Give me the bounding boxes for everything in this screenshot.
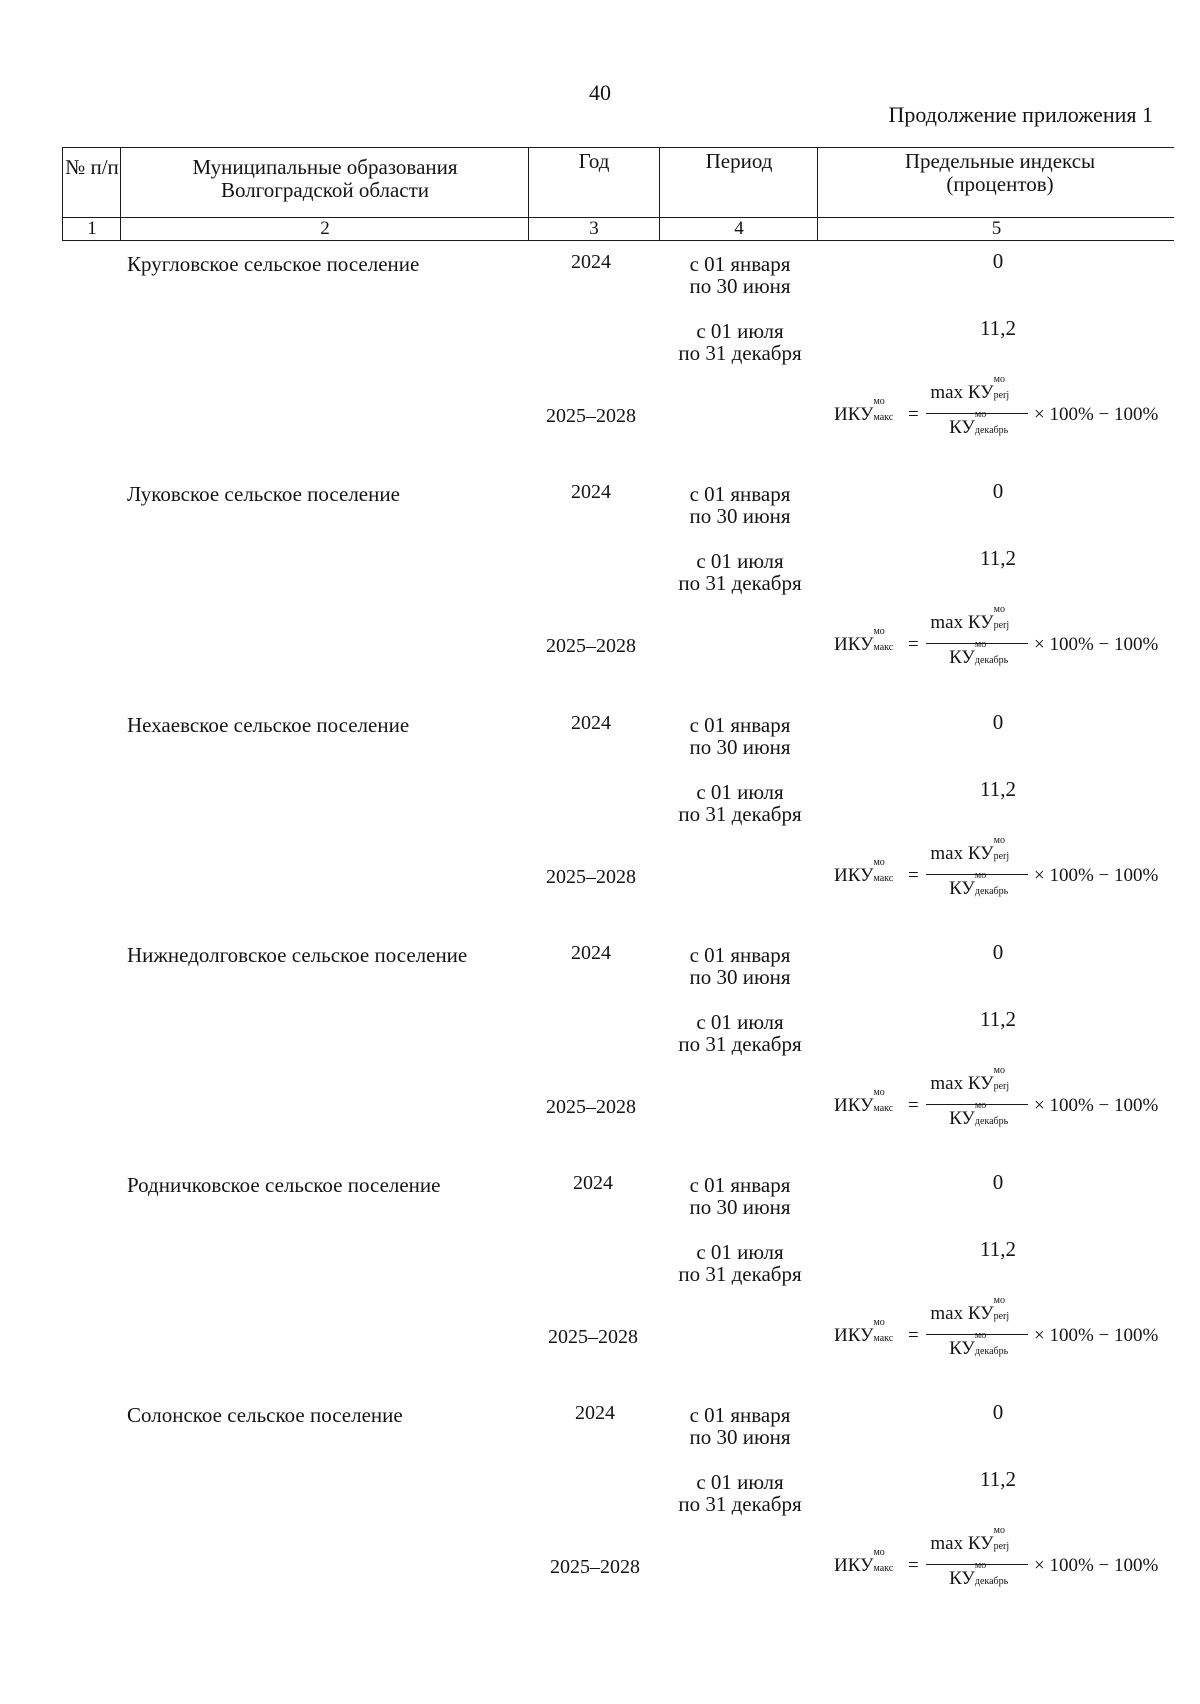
index-formula (834, 835, 1174, 913)
period-start: с 01 июля (696, 780, 784, 804)
index-formula (834, 604, 1174, 682)
index-value-first-half: 0 (992, 249, 1004, 273)
index-formula (834, 1065, 1174, 1143)
formula-numerator: max КУ мо perj (930, 374, 1010, 403)
index-value-second-half: 11,2 (980, 316, 1016, 340)
year-range: 2025–2028 (546, 635, 636, 657)
index-value-second-half: 11,2 (980, 777, 1016, 801)
index-value-second-half: 11,2 (980, 1237, 1016, 1261)
formula-lhs: ИКУ мо макс (834, 396, 894, 425)
year-2024: 2024 (571, 481, 611, 503)
period-end: по 31 декабря (678, 571, 802, 595)
formula-equals: = (908, 1555, 919, 1576)
period-second-half (660, 550, 820, 594)
formula-tail: × 100% − 100% (1034, 1555, 1159, 1576)
formula-equals: = (908, 634, 919, 655)
column-number-3: 3 (589, 218, 599, 239)
period-end: по 30 июня (689, 735, 791, 759)
index-formula (834, 374, 1174, 452)
formula-numerator: max КУ мо perj (930, 835, 1010, 864)
formula-tail: × 100% − 100% (1034, 1095, 1159, 1116)
formula-denominator: КУ мо декабрь (949, 1330, 1009, 1359)
index-formula (834, 1295, 1174, 1373)
year-2024: 2024 (575, 1402, 615, 1424)
year-range: 2025–2028 (548, 1326, 638, 1348)
formula-tail: × 100% − 100% (1034, 865, 1159, 886)
period-first-half (660, 483, 820, 527)
period-end: по 31 декабря (678, 1032, 802, 1056)
header-limit-indices: Предельные индексы (процентов) (904, 149, 1096, 196)
period-start: с 01 января (689, 1403, 791, 1427)
period-start: с 01 июля (696, 1470, 784, 1494)
formula-lhs: ИКУ мо макс (834, 857, 894, 886)
period-end: по 31 декабря (678, 802, 802, 826)
period-end: по 31 декабря (678, 1262, 802, 1286)
formula-denominator: КУ мо декабрь (949, 1560, 1009, 1589)
formula-numerator: max КУ мо perj (930, 604, 1010, 633)
period-end: по 30 июня (689, 504, 791, 528)
period-first-half (660, 714, 820, 758)
municipality-name: Солонское сельское поселение (127, 1403, 403, 1427)
formula-numerator: max КУ мо perj (930, 1525, 1010, 1554)
formula-equals: = (908, 1325, 919, 1346)
formula-denominator: КУ мо декабрь (949, 639, 1009, 668)
index-value-first-half: 0 (992, 1400, 1004, 1424)
period-second-half (660, 1011, 820, 1055)
formula-lhs: ИКУ мо макс (834, 1087, 894, 1116)
index-value-second-half: 11,2 (980, 546, 1016, 570)
index-value-first-half: 0 (992, 1170, 1004, 1194)
formula-numerator: max КУ мо perj (930, 1295, 1010, 1324)
period-end: по 30 июня (689, 274, 791, 298)
year-range: 2025–2028 (546, 866, 636, 888)
period-start: с 01 июля (696, 319, 784, 343)
formula-tail: × 100% − 100% (1034, 404, 1159, 425)
municipality-name: Родничковское сельское поселение (127, 1173, 441, 1197)
period-end: по 31 декабря (678, 341, 802, 365)
period-second-half (660, 781, 820, 825)
year-2024: 2024 (571, 942, 611, 964)
period-second-half (660, 320, 820, 364)
period-start: с 01 января (689, 1173, 791, 1197)
period-first-half (660, 253, 820, 297)
formula-tail: × 100% − 100% (1034, 1325, 1159, 1346)
formula-lhs: ИКУ мо макс (834, 626, 894, 655)
index-value-second-half: 11,2 (980, 1007, 1016, 1031)
formula-numerator: max КУ мо perj (930, 1065, 1010, 1094)
period-end: по 30 июня (689, 965, 791, 989)
year-range: 2025–2028 (550, 1556, 640, 1578)
formula-tail: × 100% − 100% (1034, 634, 1159, 655)
header-period: Период (705, 149, 773, 173)
formula-equals: = (908, 865, 919, 886)
column-number-5: 5 (991, 218, 1002, 239)
header-year: Год (578, 149, 610, 173)
index-value-second-half: 11,2 (980, 1467, 1016, 1491)
formula-equals: = (908, 1095, 919, 1116)
index-value-first-half: 0 (992, 710, 1004, 734)
column-number-1: 1 (87, 218, 97, 239)
period-start: с 01 июля (696, 549, 784, 573)
column-numbers-bottom-border (62, 240, 1174, 241)
period-start: с 01 января (689, 482, 791, 506)
header-number: № п/п (65, 155, 119, 179)
year-range: 2025–2028 (546, 405, 636, 427)
period-start: с 01 января (689, 943, 791, 967)
period-end: по 31 декабря (678, 1492, 802, 1516)
municipality-name: Нехаевское сельское поселение (127, 713, 410, 737)
period-second-half (660, 1471, 820, 1515)
formula-lhs: ИКУ мо макс (834, 1317, 894, 1346)
period-end: по 30 июня (689, 1425, 791, 1449)
column-number-2: 2 (320, 218, 330, 239)
period-start: с 01 января (689, 252, 791, 276)
period-first-half (660, 1404, 820, 1448)
index-value-first-half: 0 (992, 479, 1004, 503)
formula-denominator: КУ мо декабрь (949, 1100, 1009, 1129)
period-first-half (660, 1174, 820, 1218)
period-start: с 01 июля (696, 1010, 784, 1034)
period-second-half (660, 1241, 820, 1285)
year-2024: 2024 (573, 1172, 613, 1194)
municipality-name: Луковское сельское поселение (127, 482, 400, 506)
year-2024: 2024 (571, 251, 611, 273)
column-number-4: 4 (734, 218, 744, 239)
appendix-continuation-note: Продолжение приложения 1 (888, 102, 1153, 127)
formula-denominator: КУ мо декабрь (949, 870, 1009, 899)
formula-denominator: КУ мо декабрь (949, 409, 1009, 438)
municipality-name: Кругловское сельское поселение (127, 252, 420, 276)
period-start: с 01 января (689, 713, 791, 737)
year-range: 2025–2028 (546, 1096, 636, 1118)
header-municipality: Муниципальные образования Волгоградской области (192, 155, 458, 202)
period-first-half (660, 944, 820, 988)
formula-lhs: ИКУ мо макс (834, 1547, 894, 1576)
period-start: с 01 июля (696, 1240, 784, 1264)
year-2024: 2024 (571, 712, 611, 734)
index-value-first-half: 0 (992, 940, 1004, 964)
municipality-name: Нижнедолговское сельское поселение (127, 943, 468, 967)
index-formula (834, 1525, 1174, 1603)
page-number: 40 (589, 80, 611, 105)
period-end: по 30 июня (689, 1195, 791, 1219)
formula-equals: = (908, 404, 919, 425)
